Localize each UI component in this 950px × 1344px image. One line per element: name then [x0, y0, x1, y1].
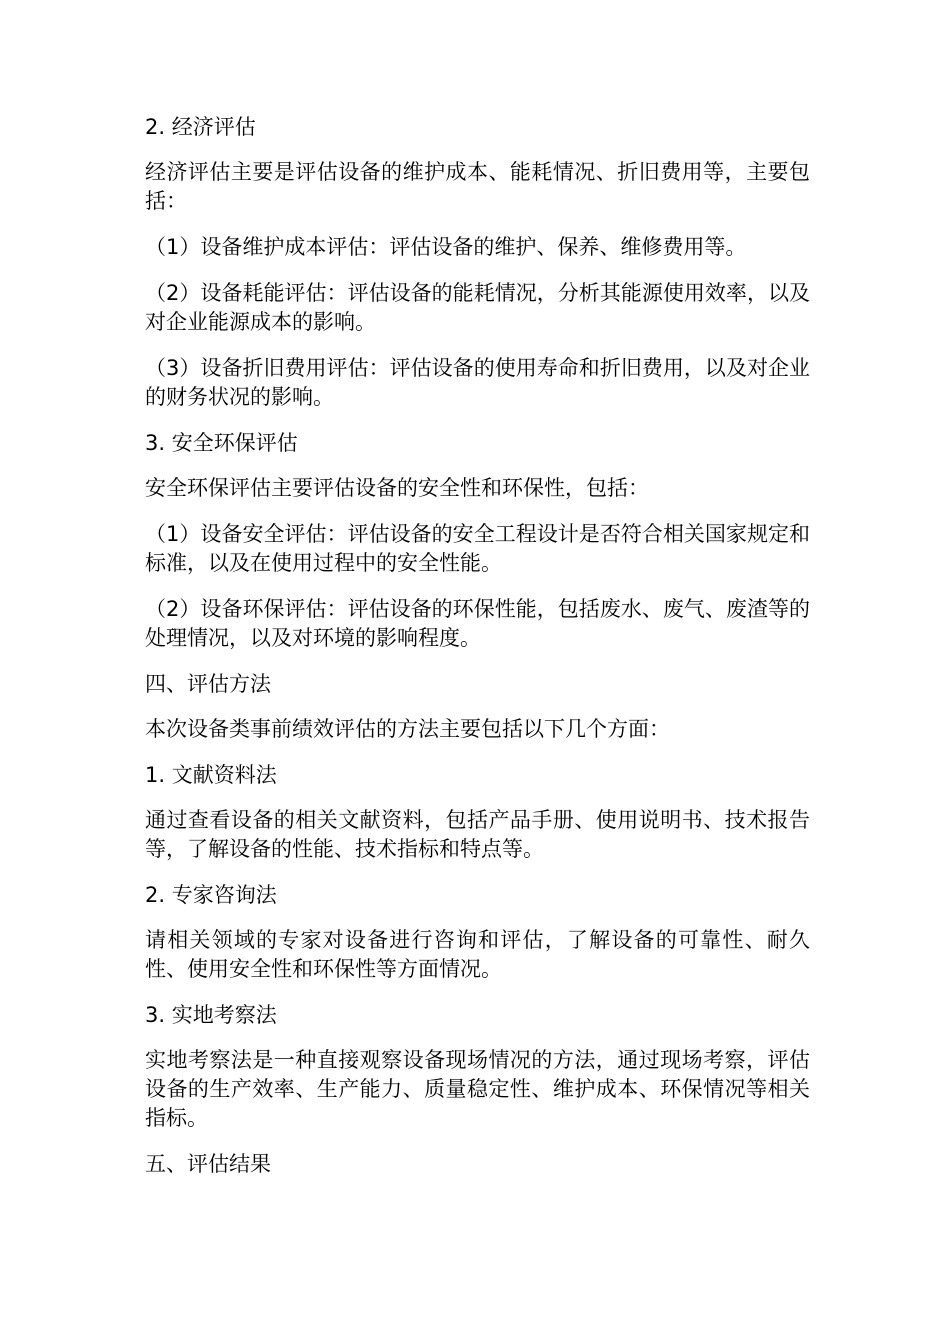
list-item: （2）设备环保评估：评估设备的环保性能，包括废水、废气、废渣等的处理情况，以及对环境的影响程度。 — [145, 597, 810, 650]
list-item: （2）设备耗能评估：评估设备的能耗情况，分析其能源使用效率，以及对企业能源成本的影响。 — [145, 281, 810, 334]
paragraph: 实地考察法是一种直接观察设备现场情况的方法，通过现场考察，评估设备的生产效率、生产能力、质量稳定性、维护成本、环保情况等相关指标。 — [145, 1048, 810, 1130]
section-heading-results: 五、评估结果 — [145, 1152, 271, 1176]
section-heading-safety: 3. 安全环保评估 — [145, 431, 298, 455]
list-item: （1）设备安全评估：评估设备的安全工程设计是否符合相关国家规定和标准，以及在使用过程中的安全性能。 — [145, 522, 810, 575]
paragraph: 本次设备类事前绩效评估的方法主要包括以下几个方面： — [145, 717, 670, 741]
section-heading-methods: 四、评估方法 — [145, 672, 271, 696]
paragraph: 经济评估主要是评估设备的维护成本、能耗情况、折旧费用等，主要包括： — [145, 160, 810, 213]
subheading-field: 3. 实地考察法 — [145, 1003, 277, 1027]
paragraph: 请相关领域的专家对设备进行咨询和评估，了解设备的可靠性、耐久性、使用安全性和环保性等方面情况。 — [145, 928, 810, 981]
paragraph: 安全环保评估主要评估设备的安全性和环保性，包括： — [145, 476, 649, 500]
subheading-expert: 2. 专家咨询法 — [145, 883, 277, 907]
list-item: （3）设备折旧费用评估：评估设备的使用寿命和折旧费用，以及对企业的财务状况的影响。 — [145, 356, 810, 409]
list-item: （1）设备维护成本评估：评估设备的维护、保养、维修费用等。 — [145, 235, 747, 259]
subheading-literature: 1. 文献资料法 — [145, 763, 277, 787]
document-body — [145, 113, 810, 1195]
section-heading-economic: 2. 经济评估 — [145, 115, 256, 139]
paragraph: 通过查看设备的相关文献资料，包括产品手册、使用说明书、技术报告等，了解设备的性能、技术指标和特点等。 — [145, 808, 810, 861]
